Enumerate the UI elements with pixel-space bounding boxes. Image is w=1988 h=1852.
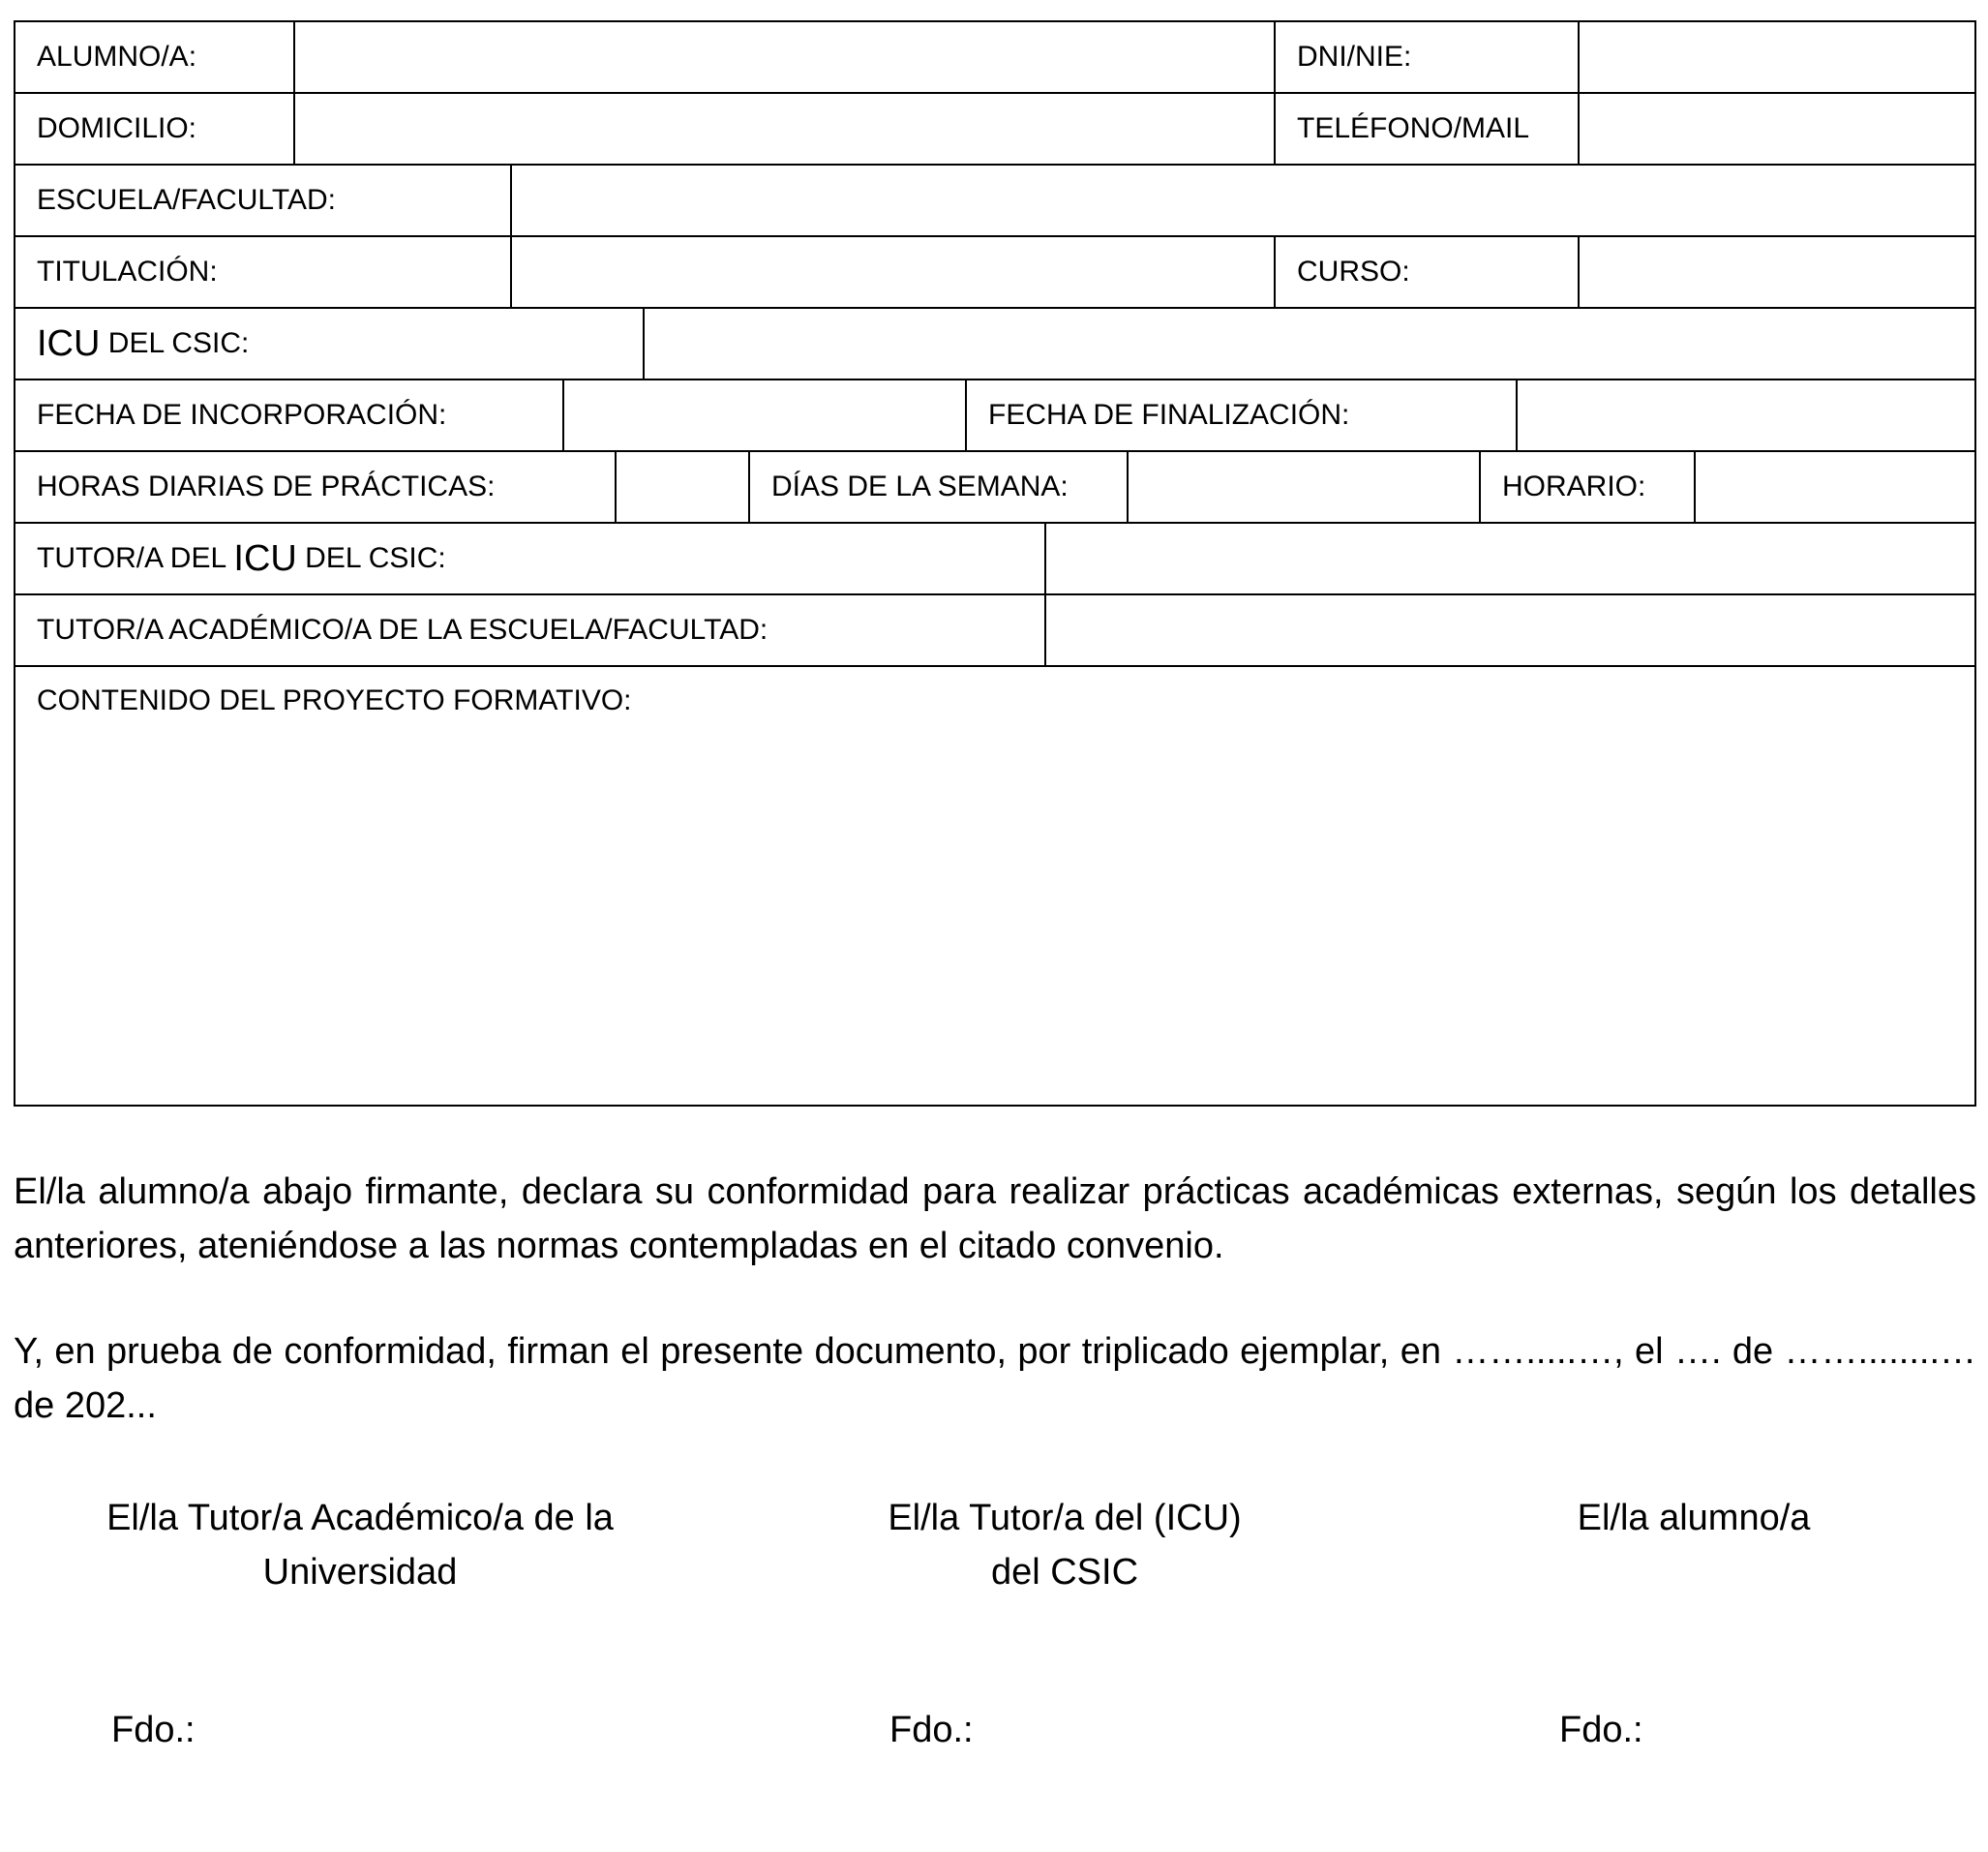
fecha-fin-field[interactable] <box>1518 380 1974 450</box>
telefono-input[interactable] <box>1589 94 1965 164</box>
signature-tutor-academico-line1: El/la Tutor/a Académico/a de la <box>106 1498 614 1538</box>
signature-tutor-icu <box>842 1491 1287 1599</box>
row-tutor-academico <box>15 595 1974 667</box>
icu-label-rest: DEL CSIC: <box>100 327 250 359</box>
row-titulacion <box>15 237 1974 309</box>
curso-label: CURSO: <box>1297 256 1410 288</box>
fecha-inc-input[interactable] <box>574 380 955 450</box>
horas-label-cell <box>15 452 617 522</box>
icu-field[interactable] <box>645 309 1974 379</box>
dni-label: DNI/NIE: <box>1297 41 1412 73</box>
horas-input[interactable] <box>626 452 738 522</box>
horario-input[interactable] <box>1705 452 1965 522</box>
tutor-icu-suffix: DEL CSIC: <box>296 542 446 574</box>
curso-label-cell <box>1276 237 1580 307</box>
icu-label <box>37 309 249 379</box>
curso-field[interactable] <box>1580 237 1974 307</box>
contenido-label: CONTENIDO DEL PROYECTO FORMATIVO: <box>37 684 632 716</box>
signature-alumno-line1: El/la alumno/a <box>1577 1498 1811 1538</box>
tutor-icu-label-cell <box>15 524 1046 593</box>
tutor-icu-field[interactable] <box>1046 524 1974 593</box>
fecha-fin-label: FECHA DE FINALIZACIÓN: <box>988 399 1350 431</box>
telefono-label-cell <box>1276 94 1580 164</box>
signature-tutor-icu-line2: del CSIC <box>990 1552 1139 1593</box>
signature-tutor-academico-line2: Universidad <box>262 1552 458 1593</box>
row-horas <box>15 452 1974 524</box>
fecha-fin-input[interactable] <box>1527 380 1965 450</box>
dni-label-cell <box>1276 22 1580 92</box>
fecha-inc-field[interactable] <box>564 380 967 450</box>
alumno-label-cell <box>15 22 295 92</box>
alumno-label: ALUMNO/A: <box>37 41 197 73</box>
escuela-label-cell <box>15 166 512 235</box>
domicilio-input[interactable] <box>305 94 1264 164</box>
row-tutor-icu <box>15 524 1974 595</box>
icu-label-cell <box>15 309 645 379</box>
fecha-inc-label: FECHA DE INCORPORACIÓN: <box>37 399 447 431</box>
horario-label-cell <box>1481 452 1696 522</box>
tutor-academico-field[interactable] <box>1046 595 1974 665</box>
tutor-icu-input[interactable] <box>1056 524 1965 593</box>
alumno-field[interactable] <box>295 22 1276 92</box>
tutor-icu-label <box>37 524 446 593</box>
dias-field[interactable] <box>1129 452 1481 522</box>
horas-field[interactable] <box>617 452 750 522</box>
horario-label: HORARIO: <box>1502 471 1646 502</box>
telefono-label: TELÉFONO/MAIL <box>1297 112 1530 144</box>
dias-label-cell <box>750 452 1129 522</box>
fecha-inc-label-cell <box>15 380 564 450</box>
horas-label: HORAS DIARIAS DE PRÁCTICAS: <box>37 471 496 502</box>
icu-label-acronym: ICU <box>37 322 101 364</box>
alumno-input[interactable] <box>305 22 1264 92</box>
telefono-field[interactable] <box>1580 94 1974 164</box>
fdo-tutor-icu: Fdo.: <box>889 1710 974 1750</box>
row-icu <box>15 309 1974 380</box>
fdo-alumno: Fdo.: <box>1559 1710 1643 1750</box>
escuela-label: ESCUELA/FACULTAD: <box>37 184 336 216</box>
domicilio-field[interactable] <box>295 94 1276 164</box>
domicilio-label: DOMICILIO: <box>37 112 197 144</box>
titulacion-input[interactable] <box>522 237 1264 307</box>
row-alumno <box>15 22 1974 94</box>
titulacion-field[interactable] <box>512 237 1276 307</box>
dni-input[interactable] <box>1589 22 1965 92</box>
titulacion-label-cell <box>15 237 512 307</box>
fecha-fin-label-cell <box>967 380 1518 450</box>
horario-field[interactable] <box>1696 452 1974 522</box>
icu-input[interactable] <box>654 309 1965 379</box>
domicilio-label-cell <box>15 94 295 164</box>
tutor-academico-input[interactable] <box>1056 595 1965 665</box>
escuela-field[interactable] <box>512 166 1974 235</box>
tutor-academico-label-cell <box>15 595 1046 665</box>
conformidad-paragraph: Y, en prueba de conformidad, firman el presente documento, por triplicado ejemplar, en …….....…, el …. de ……........… de 202... <box>14 1331 1976 1426</box>
curso-input[interactable] <box>1589 237 1965 307</box>
declaracion-paragraph: El/la alumno/a abajo firmante, declara su conformidad para realizar prácticas académicas externas, según los detalles anteriores, ateniéndose a las normas contempladas en el citado convenio. <box>14 1171 1976 1266</box>
signature-alumno <box>1510 1491 1878 1545</box>
row-escuela <box>15 166 1974 237</box>
dias-input[interactable] <box>1138 452 1469 522</box>
tutor-icu-acronym: ICU <box>233 537 297 579</box>
fdo-tutor-academico: Fdo.: <box>111 1710 196 1750</box>
escuela-input[interactable] <box>522 166 1965 235</box>
dni-field[interactable] <box>1580 22 1974 92</box>
contenido-area[interactable] <box>15 667 1974 1105</box>
titulacion-label: TITULACIÓN: <box>37 256 218 288</box>
dias-label: DÍAS DE LA SEMANA: <box>771 471 1069 502</box>
tutor-academico-label: TUTOR/A ACADÉMICO/A DE LA ESCUELA/FACULTAD: <box>37 614 768 646</box>
tutor-icu-prefix: TUTOR/A DEL <box>37 542 234 574</box>
row-domicilio <box>15 94 1974 166</box>
row-fechas <box>15 380 1974 452</box>
signature-tutor-icu-line1: El/la Tutor/a del (ICU) <box>888 1498 1242 1538</box>
signature-tutor-academico <box>68 1491 652 1599</box>
practicas-form <box>14 20 1976 1107</box>
